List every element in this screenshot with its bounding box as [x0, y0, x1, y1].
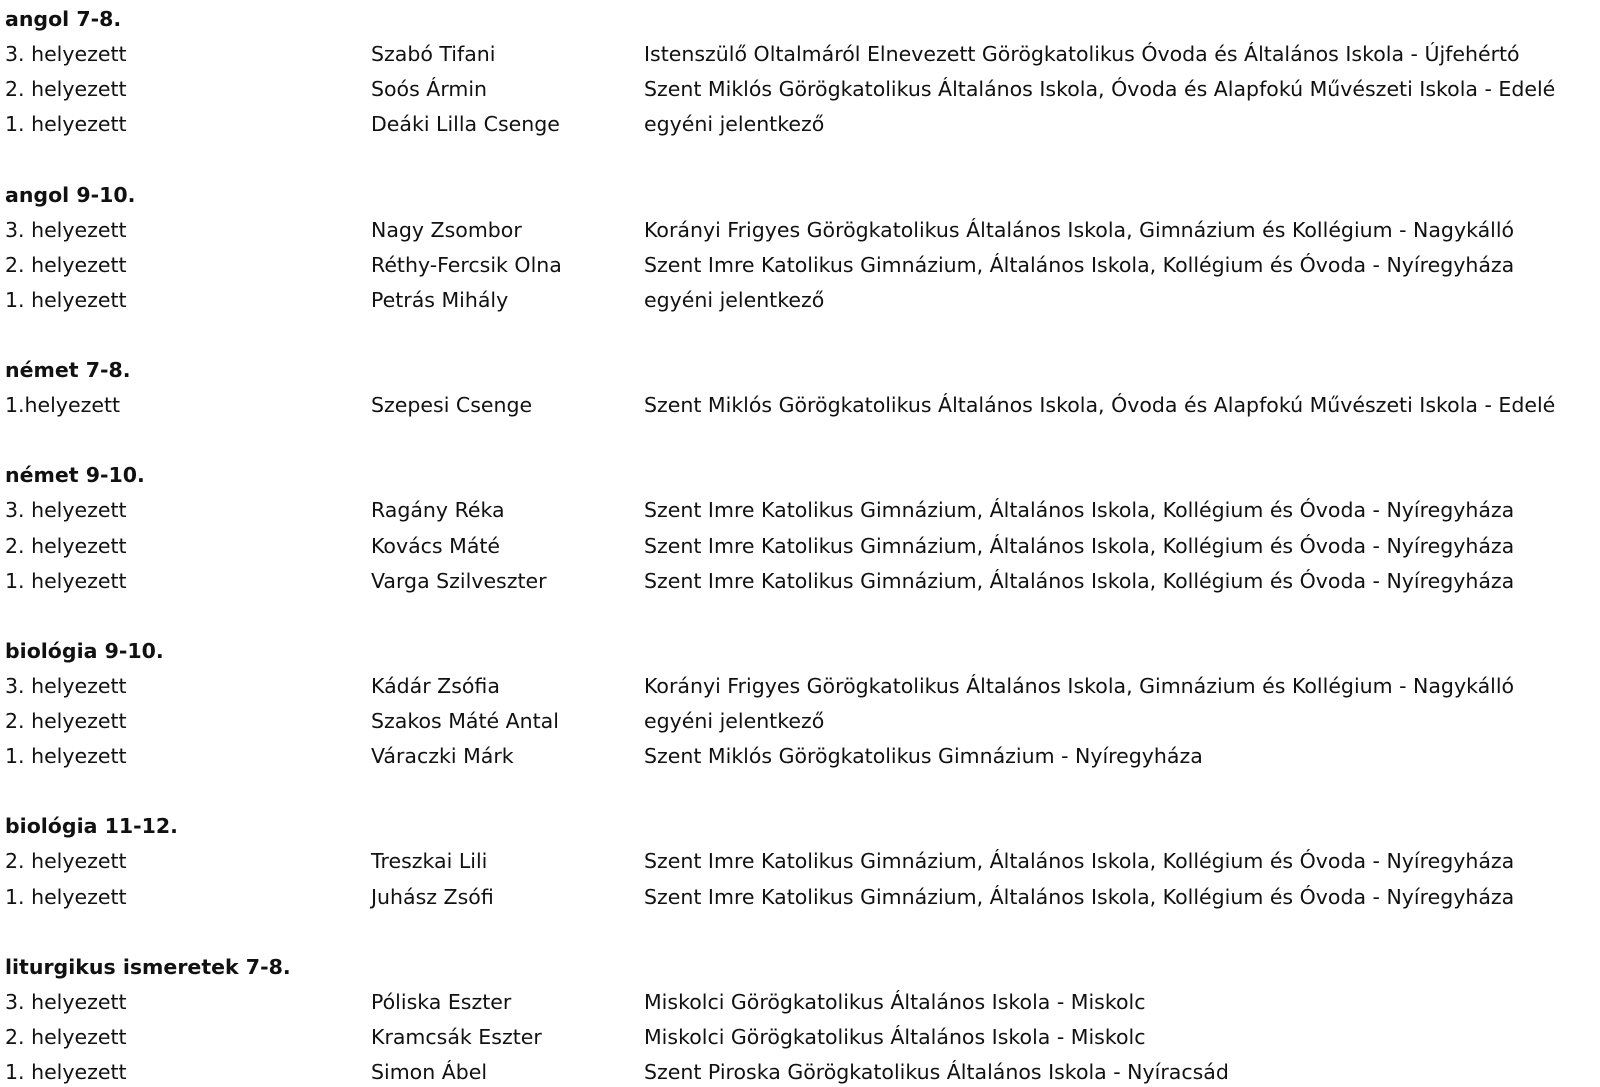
student-name: Kovács Máté [371, 533, 501, 558]
section-heading: biológia 9-10. [5, 638, 164, 663]
result-row [0, 671, 1600, 701]
result-row [0, 566, 1600, 596]
placement-label: 2. helyezett [5, 1024, 127, 1049]
school-name: Korányi Frigyes Görögkatolikus Általános Iskola, Gimnázium és Kollégium - Nagykálló [644, 673, 1515, 698]
result-row [0, 741, 1600, 771]
placement-label: 1. helyezett [5, 744, 127, 769]
school-name: Szent Miklós Görögkatolikus Gimnázium - Nyíregyháza [644, 744, 1203, 769]
result-row [0, 1022, 1600, 1052]
school-name: Szent Imre Katolikus Gimnázium, Általános Iskola, Kollégium és Óvoda - Nyíregyháza [644, 884, 1515, 909]
school-name: Szent Miklós Görögkatolikus Általános Iskola, Óvoda és Alapfokú Művészeti Iskola - Edelé [644, 77, 1556, 102]
school-name: Istenszülő Oltalmáról Elnevezett Görögkatolikus Óvoda és Általános Iskola - Újfehértó [644, 42, 1520, 67]
result-row [0, 74, 1600, 104]
school-name: egyéni jelentkező [644, 709, 825, 733]
placement-label: 1. helyezett [5, 1060, 127, 1084]
result-row [0, 39, 1600, 69]
placement-label: 3. helyezett [5, 42, 127, 67]
placement-label: 3. helyezett [5, 673, 127, 698]
student-name: Ragány Réka [371, 498, 505, 523]
placement-label: 1. helyezett [5, 568, 127, 593]
result-row [0, 215, 1600, 245]
school-name: Szent Imre Katolikus Gimnázium, Általános Iskola, Kollégium és Óvoda - Nyíregyháza [644, 498, 1515, 523]
school-name: Korányi Frigyes Görögkatolikus Általános Iskola, Gimnázium és Kollégium - Nagykálló [644, 217, 1515, 242]
placement-label: 1. helyezett [5, 112, 127, 137]
school-name: Szent Imre Katolikus Gimnázium, Általános Iskola, Kollégium és Óvoda - Nyíregyháza [644, 849, 1515, 874]
student-name: Petrás Mihály [371, 287, 509, 312]
result-row [0, 531, 1600, 561]
school-name: Szent Imre Katolikus Gimnázium, Általános Iskola, Kollégium és Óvoda - Nyíregyháza [644, 252, 1515, 277]
section-heading: német 7-8. [5, 358, 131, 382]
student-name: Szakos Máté Antal [371, 709, 559, 733]
placement-label: 2. helyezett [5, 77, 127, 102]
result-row [0, 1057, 1600, 1087]
result-row [0, 882, 1600, 912]
section-heading: biológia 11-12. [5, 814, 178, 839]
school-name: egyéni jelentkező [644, 112, 825, 137]
student-name: Réthy-Fercsik Olna [371, 252, 562, 277]
placement-label: 3. helyezett [5, 989, 127, 1014]
student-name: Deáki Lilla Csenge [371, 112, 560, 137]
student-name: Szepesi Csenge [371, 393, 533, 418]
student-name: Póliska Eszter [371, 989, 512, 1014]
result-row [0, 846, 1600, 876]
placement-label: 3. helyezett [5, 217, 127, 242]
result-row [0, 250, 1600, 280]
section-heading: liturgikus ismeretek 7-8. [5, 954, 291, 979]
school-name: Miskolci Görögkatolikus Általános Iskola - Miskolc [644, 989, 1146, 1014]
placement-label: 2. helyezett [5, 252, 127, 277]
school-name: Szent Imre Katolikus Gimnázium, Általános Iskola, Kollégium és Óvoda - Nyíregyháza [644, 568, 1515, 593]
section-heading: német 9-10. [5, 463, 145, 488]
result-row [0, 109, 1600, 139]
student-name: Szabó Tifani [371, 42, 496, 67]
school-name: Szent Piroska Görögkatolikus Általános Iskola - Nyíracsád [644, 1060, 1229, 1084]
result-row [0, 285, 1600, 315]
section-heading: angol 9-10. [5, 182, 136, 207]
section-heading: angol 7-8. [5, 7, 122, 31]
placement-label: 2. helyezett [5, 849, 127, 874]
student-name: Váraczki Márk [371, 744, 514, 769]
placement-label: 1. helyezett [5, 287, 127, 312]
student-name: Treszkai Lili [371, 849, 488, 874]
placement-label: 1.helyezett [5, 393, 121, 418]
placement-label: 2. helyezett [5, 533, 127, 558]
student-name: Simon Ábel [371, 1060, 488, 1084]
student-name: Kádár Zsófia [371, 673, 500, 698]
student-name: Varga Szilveszter [371, 568, 547, 593]
student-name: Soós Ármin [371, 77, 488, 102]
student-name: Nagy Zsombor [371, 217, 522, 242]
placement-label: 3. helyezett [5, 498, 127, 523]
school-name: Szent Miklós Görögkatolikus Általános Iskola, Óvoda és Alapfokú Művészeti Iskola - Edelé [644, 393, 1556, 418]
result-row [0, 706, 1600, 736]
school-name: egyéni jelentkező [644, 287, 825, 312]
result-row [0, 390, 1600, 420]
placement-label: 2. helyezett [5, 709, 127, 733]
result-row [0, 987, 1600, 1017]
school-name: Miskolci Görögkatolikus Általános Iskola - Miskolc [644, 1024, 1146, 1049]
result-row [0, 495, 1600, 525]
placement-label: 1. helyezett [5, 884, 127, 909]
student-name: Kramcsák Eszter [371, 1024, 542, 1049]
school-name: Szent Imre Katolikus Gimnázium, Általános Iskola, Kollégium és Óvoda - Nyíregyháza [644, 533, 1515, 558]
student-name: Juhász Zsófi [371, 884, 494, 909]
